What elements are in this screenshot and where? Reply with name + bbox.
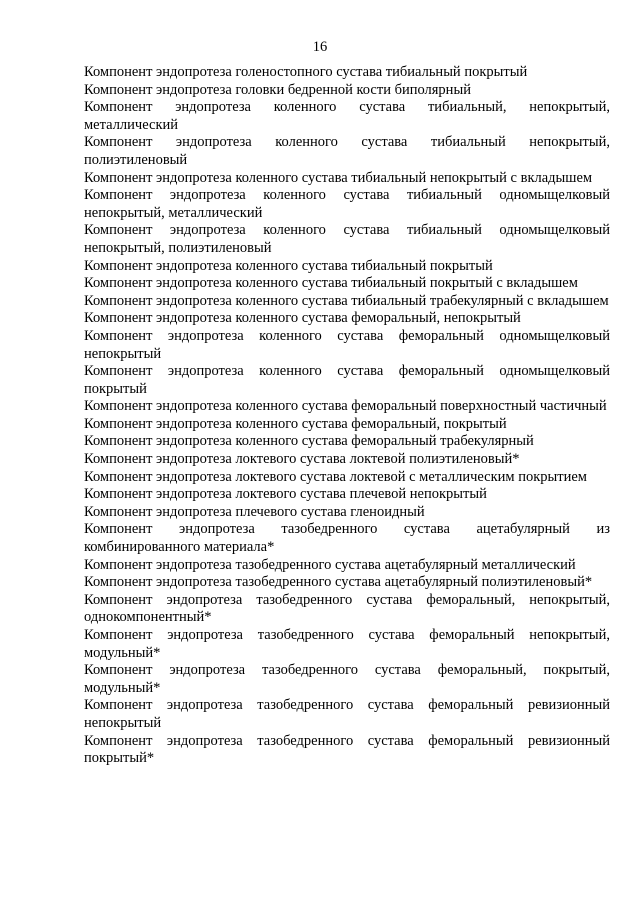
list-item: Компонент эндопротеза коленного сустава феморальный, покрытый [84, 415, 507, 432]
list-item: Компонент эндопротеза локтевого сустава локтевой полиэтиленовый* [84, 451, 520, 468]
list-item: Компонент эндопротеза локтевого сустава плечевой непокрытый [84, 486, 487, 503]
list-item: Компонент эндопротеза тазобедренного сустава феморальный ревизионный покрытый* [84, 732, 610, 767]
list-item: Компонент эндопротеза тазобедренного сустава ацетабулярный металлический [84, 556, 576, 573]
list-item: Компонент эндопротеза коленного сустава тибиальный одномыщелковый непокрытый, полиэтиленовый [84, 222, 610, 256]
list-item: Компонент эндопротеза коленного сустава тибиальный трабекулярный с вкладышем [84, 292, 609, 309]
list-item: Компонент эндопротеза коленного сустава тибиальный покрытый с вкладышем [84, 275, 578, 292]
page-number: 16 [312, 39, 328, 55]
list-item: Компонент эндопротеза коленного сустава феморальный трабекулярный [84, 433, 534, 450]
list-item: Компонент эндопротеза тазобедренного сустава феморальный, непокрытый, однокомпонентный* [84, 591, 610, 626]
list-item: Компонент эндопротеза коленного сустава феморальный поверхностный частичный [84, 398, 607, 415]
list-item: Компонент эндопротеза тазобедренного сустава ацетабулярный полиэтиленовый* [84, 574, 593, 591]
list-item: Компонент эндопротеза коленного сустава феморальный одномыщелковый непокрытый [84, 327, 610, 362]
list-item: Компонент эндопротеза коленного сустава тибиальный непокрытый с вкладышем [84, 169, 593, 186]
list-item: Компонент эндопротеза плечевого сустава гленоидный [84, 503, 425, 520]
list-item: Компонент эндопротеза коленного сустава феморальный, непокрытый [84, 310, 521, 327]
list-item: Компонент эндопротеза тазобедренного сустава феморальный ревизионный непокрытый [84, 697, 610, 731]
list-item: Компонент эндопротеза коленного сустава тибиальный, непокрытый, металлический [84, 99, 610, 133]
item-list [84, 64, 610, 768]
list-item: Компонент эндопротеза коленного сустава тибиальный непокрытый, полиэтиленовый [84, 134, 610, 168]
list-item: Компонент эндопротеза тазобедренного сустава ацетабулярный из комбинированного материала* [84, 521, 610, 556]
list-item: Компонент эндопротеза тазобедренного сустава феморальный непокрытый, модульный* [84, 627, 610, 661]
list-item: Компонент эндопротеза коленного сустава тибиальный покрытый [84, 257, 493, 274]
list-item: Компонент эндопротеза тазобедренного сустава феморальный, покрытый, модульный* [84, 662, 610, 696]
list-item: Компонент эндопротеза коленного сустава тибиальный одномыщелковый непокрытый, металлический [84, 187, 610, 221]
list-item: Компонент эндопротеза головки бедренной кости биполярный [84, 81, 471, 98]
list-item: Компонент эндопротеза голеностопного сустава тибиальный покрытый [84, 64, 528, 80]
list-item: Компонент эндопротеза локтевого сустава локтевой с металлическим покрытием [84, 468, 587, 485]
list-item: Компонент эндопротеза коленного сустава феморальный одномыщелковый покрытый [84, 363, 610, 397]
